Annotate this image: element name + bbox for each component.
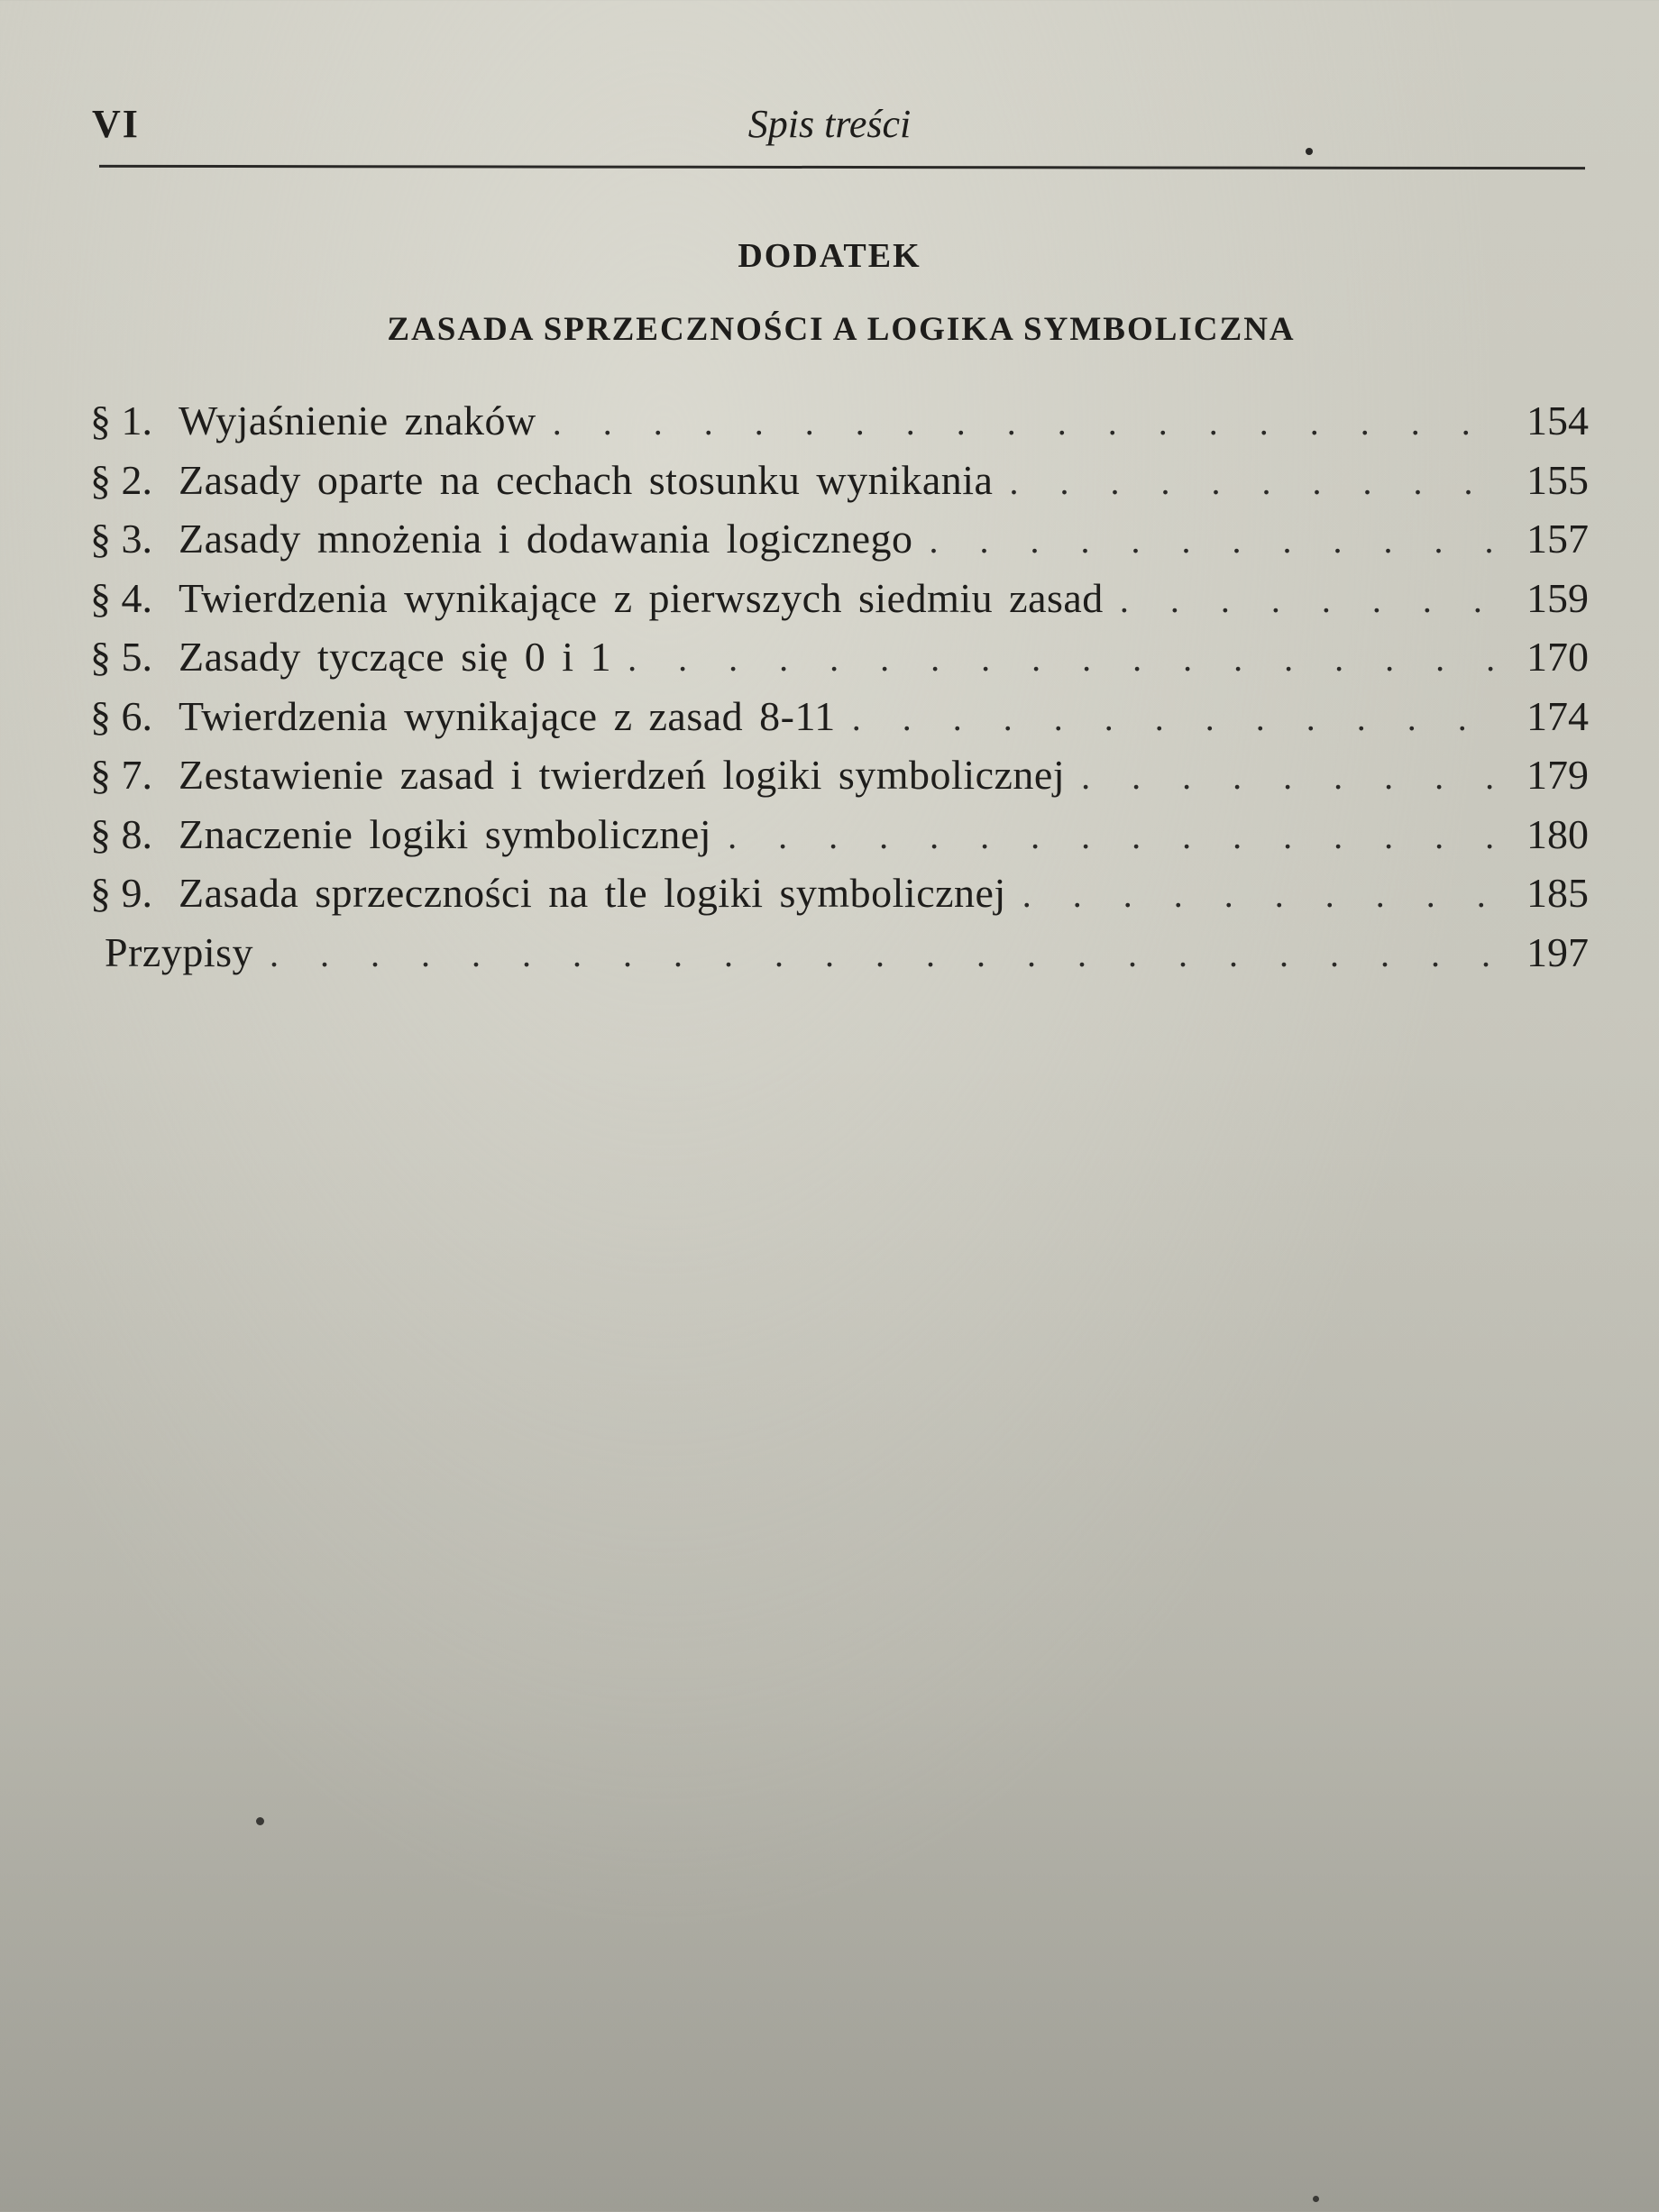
toc-dot-leader <box>1081 755 1504 798</box>
toc-dot-leader <box>1120 579 1504 621</box>
toc-dot-leader <box>728 815 1504 857</box>
toc-entry <box>90 692 1589 752</box>
toc-title: Zasady oparte na cechach stosunku wynikania <box>179 456 994 503</box>
toc-page-number: 170 <box>1526 634 1589 680</box>
toc-title: Zasada sprzeczności na tle logiki symbolicznej <box>179 870 1006 916</box>
toc-dot-leader <box>1022 873 1504 916</box>
toc-entry <box>90 397 1589 456</box>
toc-section-number: § 9. <box>90 870 152 916</box>
toc-entry <box>90 456 1589 516</box>
toc-dot-leader <box>852 697 1504 739</box>
running-head: Spis treści <box>747 102 912 146</box>
toc-page-number: 197 <box>1526 928 1589 975</box>
toc-section-number: § 4. <box>90 574 152 621</box>
paper-speck <box>1313 2196 1319 2202</box>
toc-entry <box>90 515 1589 574</box>
toc-entry <box>90 928 1589 988</box>
toc-section-number: § 8. <box>90 810 152 857</box>
toc-page-number: 155 <box>1526 456 1589 503</box>
toc-section-number: § 7. <box>90 752 152 798</box>
toc-page-number: 179 <box>1526 752 1589 798</box>
toc-dot-leader <box>930 519 1505 562</box>
toc-dot-leader <box>1009 461 1504 503</box>
toc-title: Twierdzenia wynikające z zasad 8-11 <box>179 692 836 739</box>
toc-title: Zasady mnożenia i dodawania logicznego <box>179 516 913 562</box>
toc-entry <box>90 751 1589 810</box>
table-of-contents <box>90 397 1589 987</box>
toc-entry <box>90 633 1589 692</box>
appendix-heading: DODATEK <box>738 237 921 275</box>
toc-section-number: § 5. <box>90 634 152 680</box>
rule-ink-dot <box>1306 148 1313 155</box>
toc-entry <box>90 574 1589 634</box>
toc-title: Wyjaśnienie znaków <box>179 398 536 443</box>
toc-section-number: § 6. <box>90 692 152 739</box>
toc-page-number: 174 <box>1526 692 1589 739</box>
toc-dot-leader <box>553 401 1504 443</box>
toc-page-number: 154 <box>1526 398 1589 443</box>
toc-page-number: 157 <box>1526 516 1589 562</box>
page-number: VI <box>92 102 140 146</box>
toc-section-number: § 2. <box>90 456 152 503</box>
header-rule <box>99 165 1585 169</box>
toc-dot-leader <box>628 637 1504 680</box>
toc-title: Twierdzenia wynikające z pierwszych siedmiu zasad <box>179 574 1104 621</box>
toc-title: Zasady tyczące się 0 i 1 <box>179 634 612 680</box>
show-through-shading <box>0 1046 1659 2212</box>
toc-section-number: § 1. <box>90 398 152 443</box>
toc-page-number: 180 <box>1526 810 1589 857</box>
toc-title: Znaczenie logiki symbolicznej <box>179 810 712 857</box>
toc-page-number: 185 <box>1526 870 1589 916</box>
appendix-subtitle: ZASADA SPRZECZNOŚCI A LOGIKA SYMBOLICZNA <box>387 311 1296 348</box>
toc-entry <box>90 810 1589 870</box>
toc-page-number: 159 <box>1526 574 1589 621</box>
toc-entry <box>90 869 1589 928</box>
toc-title: Zestawienie zasad i twierdzeń logiki symbolicznej <box>179 752 1066 798</box>
paper-speck <box>256 1817 264 1825</box>
toc-section-number: § 3. <box>90 516 152 562</box>
toc-title: Przypisy <box>105 928 253 975</box>
toc-dot-leader <box>270 933 1504 975</box>
